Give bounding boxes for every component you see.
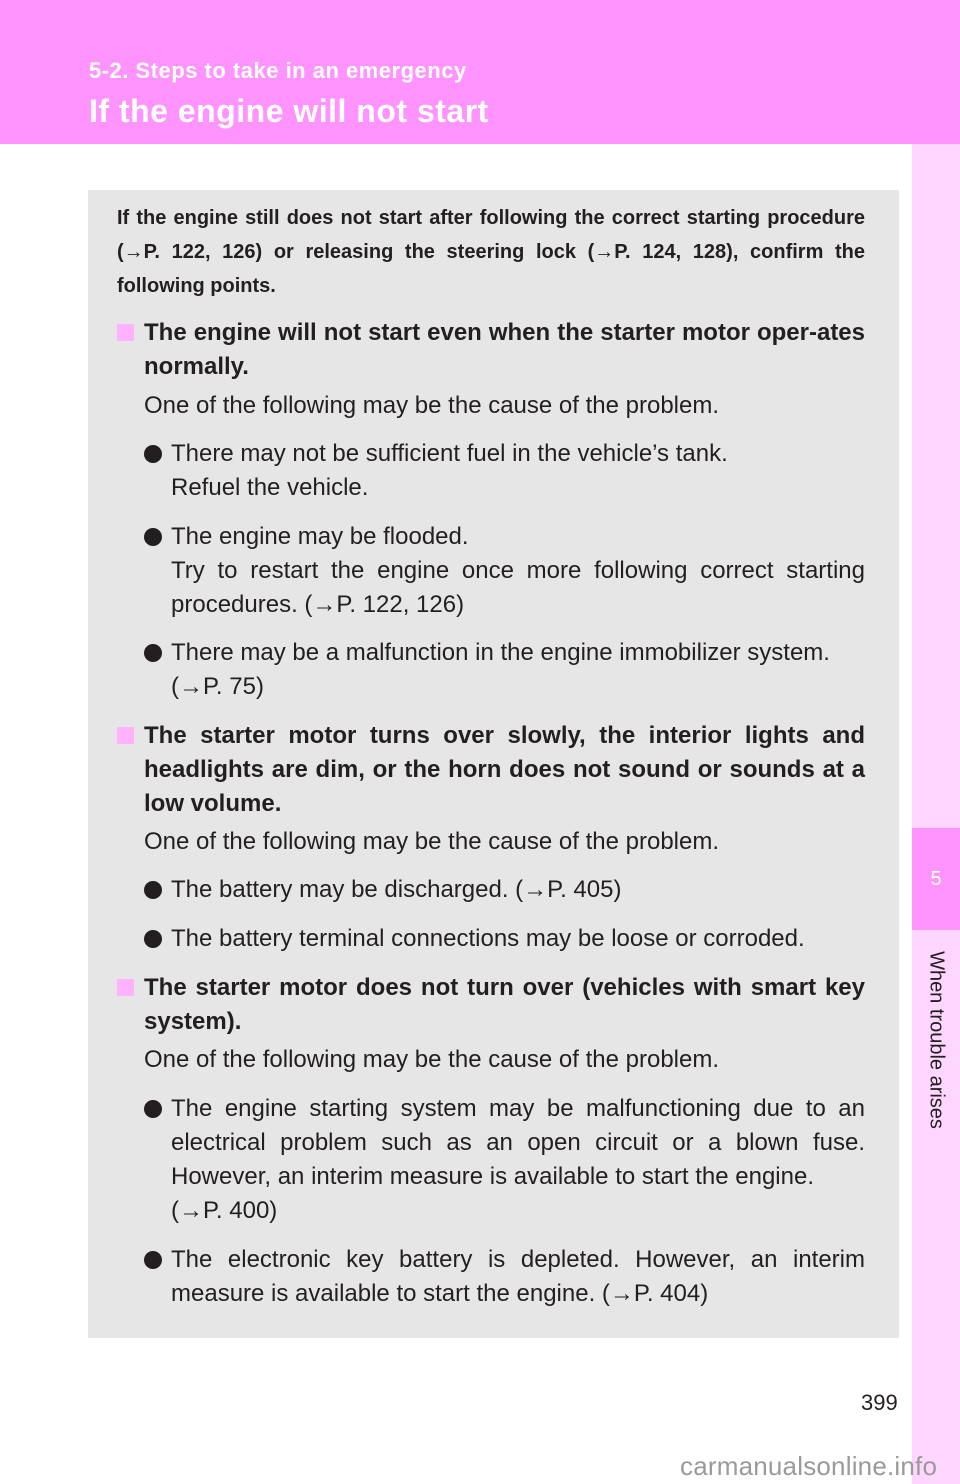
list-item: The engine may be flooded. Try to restart the engine once more following correct starting procedures. (→P. 122, 126) [144,520,865,622]
page-title: If the engine will not start [89,93,489,129]
section-lead: One of the following may be the cause of the problem. [144,828,720,855]
list-item: The electronic key battery is depleted. However, an interim measure is available to start the engine. (→P. 404) [144,1243,865,1311]
square-bullet-icon [117,979,134,996]
bullet-dot-icon [144,1251,162,1269]
bullet-dot-icon [144,881,162,899]
list-item: The battery may be discharged. (→P. 405) [144,873,865,907]
section-lead: One of the following may be the cause of the problem. [144,1046,720,1073]
list-item: The engine starting system may be malfunctioning due to an electrical problem such as an open circuit or a blown fuse. However, an interim measure is available to start the engine. (→P. 400) [144,1092,865,1228]
intro-text: If the engine still does not start after following the correct starting procedure (→P. 122, 126) or releasing the steering lock (→P. 124, 128), confirm the following points. [117,207,865,297]
bullet-dot-icon [144,528,162,546]
chapter-side-strip [912,144,960,1484]
page-header [0,0,960,144]
list-item: The battery terminal connections may be loose or corroded. [144,922,865,956]
section-heading: The engine will not start even when the starter motor oper-ates normally. [117,316,865,384]
watermark: carmanualsonline.info [680,1451,938,1481]
bullet-dot-icon [144,930,162,948]
section-label: 5-2. Steps to take in an emergency [89,58,467,83]
bullet-dot-icon [144,1100,162,1118]
square-bullet-icon [117,727,134,744]
section-lead: One of the following may be the cause of the problem. [144,392,720,419]
list-item: There may not be sufficient fuel in the vehicle’s tank. Refuel the vehicle. [144,437,865,505]
section-heading: The starter motor turns over slowly, the interior lights and headlights are dim, or the horn does not sound or sounds at a low volume. [117,719,865,821]
square-bullet-icon [117,324,134,341]
chapter-label: When trouble arises [925,951,948,1129]
page-number: 399 [861,1390,898,1415]
bullet-dot-icon [144,445,162,463]
list-item: There may be a malfunction in the engine immobilizer system. (→P. 75) [144,636,865,704]
chapter-tab: 5 [912,828,960,930]
bullet-dot-icon [144,644,162,662]
section-heading: The starter motor does not turn over (vehicles with smart key system). [117,971,865,1039]
